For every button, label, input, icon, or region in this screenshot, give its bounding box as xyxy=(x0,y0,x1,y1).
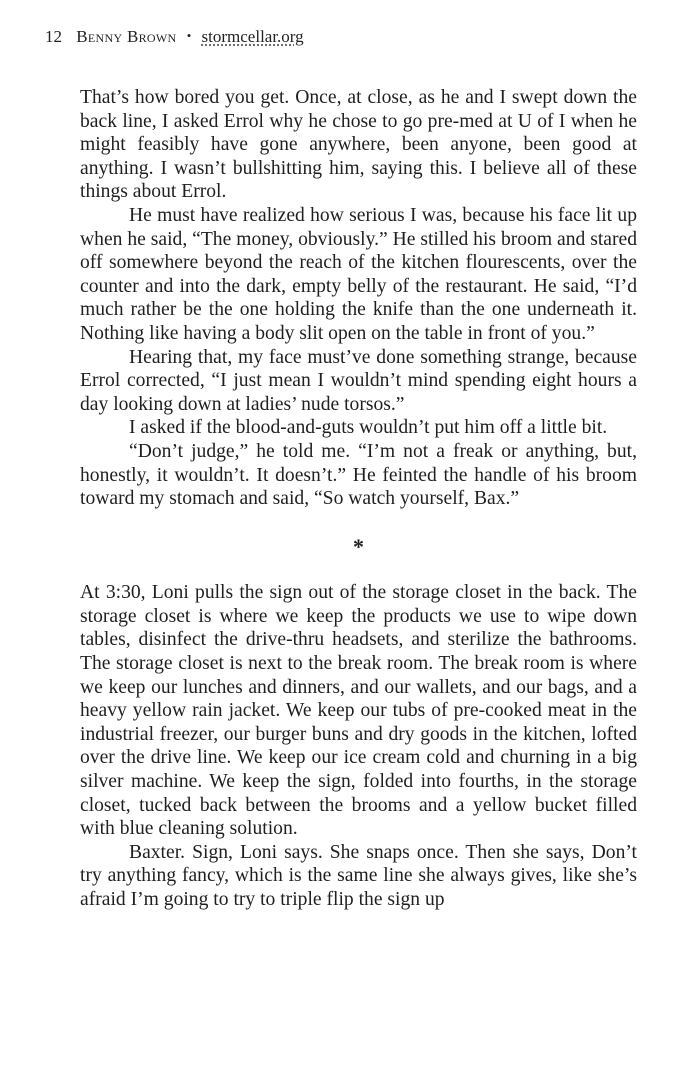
section-break-asterisk: * xyxy=(353,533,364,559)
paragraph: “Don’t judge,” he told me. “I’m not a freak or anything, but, honestly, it wouldn’t. It doesn’t.” He feinted the handle of his broom toward my stomach and said, “So watch yourself, Bax.” xyxy=(80,440,637,510)
bullet-separator: • xyxy=(186,28,192,43)
body-text xyxy=(80,86,637,912)
paragraph: At 3:30, Loni pulls the sign out of the storage closet in the back. The storage closet is where we keep the products we use to wipe down tables, disinfect the drive-thru headsets, and sterilize the bathrooms. The storage closet is next to the break room. The break room is where we keep our lunches and dinners, and our wallets, and our bags, and a heavy yellow rain jacket. We keep our tubs of pre-cooked meat in the industrial freezer, our burger buns and dry goods in the kitchen, lofted over the drive line. We keep our ice cream cold and churning in a big silver machine. We keep the sign, folded into fourths, in the storage closet, tucked back between the brooms and a yellow bucket filled with blue cleaning solution. xyxy=(80,582,637,840)
paragraph: He must have realized how serious I was, because his face lit up when he said, “The money, obviously.” He stilled his broom and stared off somewhere beyond the reach of the kitchen flourescents, over the counter and into the dark, empty belly of the restaurant. He said, “I’d much rather be the one holding the knife than the one underneath it. Nothing like having a body slit open on the table in front of you.” xyxy=(80,204,637,344)
paragraph: That’s how bored you get. Once, at close, as he and I swept down the back line, I asked Errol why he chose to go pre-med at U of I when he might feasibly have gone anywhere, been anyone, been good at anything. I wasn’t bullshitting him, saying this. I believe all of these things about Errol. xyxy=(80,87,637,203)
paragraph: I asked if the blood-and-guts wouldn’t put him off a little bit. xyxy=(129,417,608,439)
author-name: Benny Brown xyxy=(76,27,177,46)
site-link[interactable]: stormcellar.org xyxy=(201,27,304,46)
paragraph: Baxter. Sign, Loni says. She snaps once. Then she says, Don’t try anything fancy, which is the same line she always gives, like she’s afraid I’m going to try to triple flip the sign up xyxy=(80,841,637,910)
running-header xyxy=(45,27,304,47)
page-number: 12 xyxy=(45,27,62,46)
paragraph: Hearing that, my face must’ve done something strange, because Errol corrected, “I just mean I wouldn’t mind spending eight hours a day looking down at ladies’ nude torsos.” xyxy=(80,346,637,415)
